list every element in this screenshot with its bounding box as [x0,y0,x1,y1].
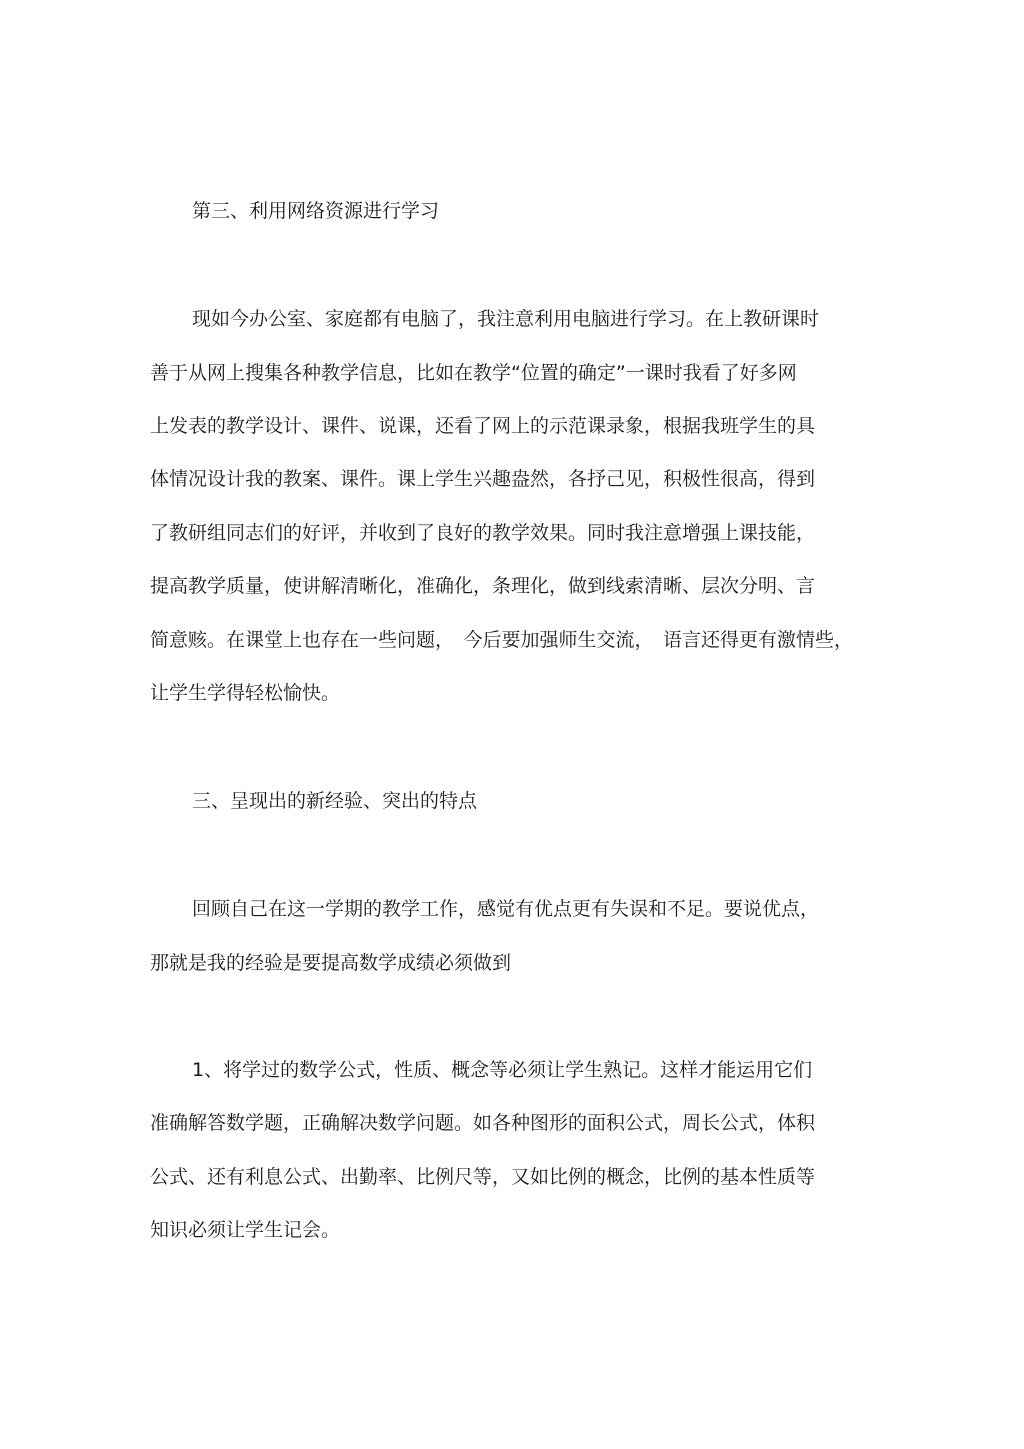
paragraph-line: 现如今办公室、家庭都有电脑了，我注意利用电脑进行学习。在上教研课时 [192,308,820,330]
paragraph-line: 公式、还有利息公式、出勤率、比例尺等，又如比例的概念，比例的基本性质等 [150,1166,816,1188]
paragraph-line: 简意赅。在课堂上也存在一些问题， 今后要加强师生交流， 语言还得更有激情些， [150,629,854,651]
paragraph-line: 了教研组同志们的好评，并收到了良好的教学效果。同时我注意增强上课技能， [150,522,816,544]
paragraph-line: 体情况设计我的教案、课件。课上学生兴趣盎然，各抒己见，积极性很高，得到 [150,468,816,490]
paragraph-line: 准确解答数学题，正确解决数学问题。如各种图形的面积公式，周长公式，体积 [150,1112,816,1134]
paragraph-line: 提高教学质量，使讲解清晰化，准确化，条理化，做到线索清晰、层次分明、言 [150,575,816,597]
paragraph-line: 知识必须让学生记会。 [150,1219,341,1241]
section-heading-new-experience: 三、呈现出的新经验、突出的特点 [192,790,478,812]
section-heading-network-learning: 第三、利用网络资源进行学习 [192,200,440,222]
paragraph-line: 那就是我的经验是要提高数学成绩必须做到 [150,952,512,974]
paragraph-line: 回顾自己在这一学期的教学工作，感觉有优点更有失误和不足。要说优点， [192,898,820,920]
paragraph-line: 上发表的教学设计、课件、说课，还看了网上的示范课录象，根据我班学生的具 [150,415,816,437]
paragraph-line: 善于从网上搜集各种教学信息，比如在教学“位置的确定”一课时我看了好多网 [150,362,797,384]
paragraph-line: 1、将学过的数学公式，性质、概念等必须让学生熟记。这样才能运用它们 [192,1059,813,1081]
paragraph-line: 让学生学得轻松愉快。 [150,682,341,704]
